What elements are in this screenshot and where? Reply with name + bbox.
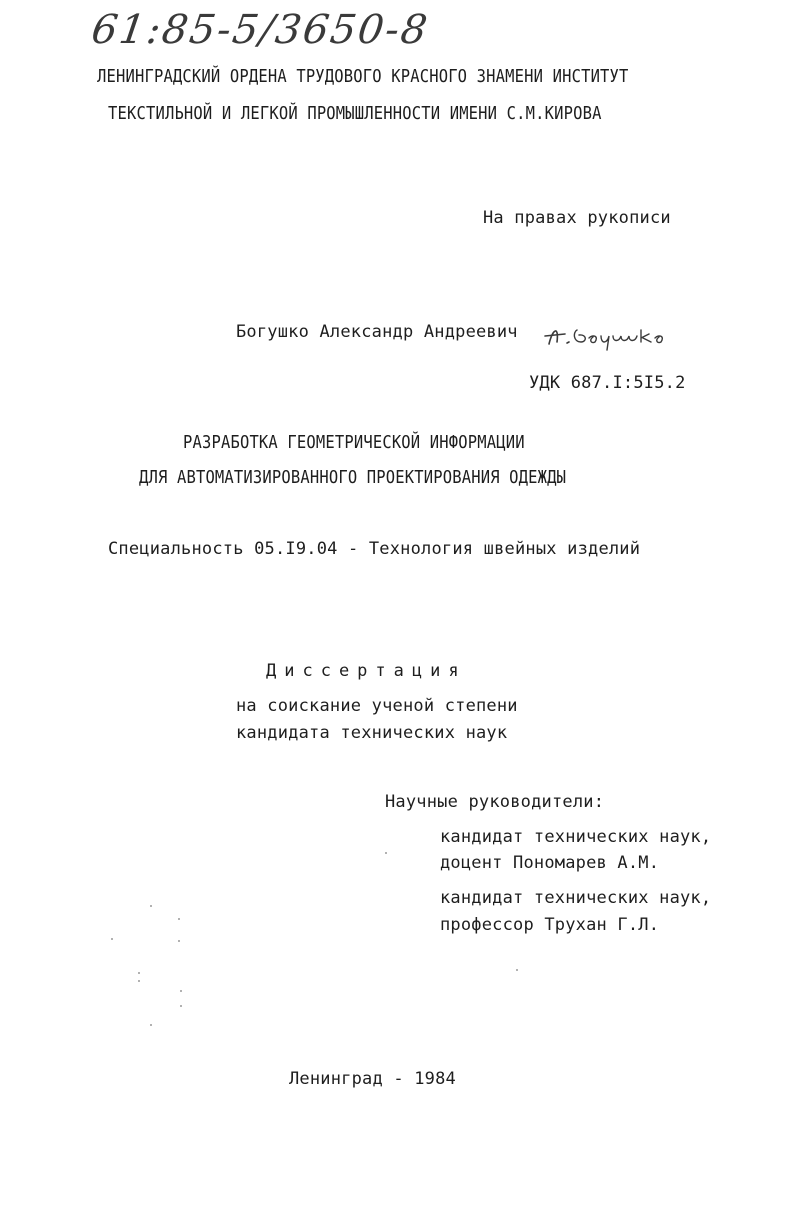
author-name: Богушко Александр Андреевич: [236, 322, 518, 342]
title-line-1: РАЗРАБОТКА ГЕОМЕТРИЧЕСКОЙ ИНФОРМАЦИИ: [183, 432, 525, 453]
degree-line-2: кандидата технических наук: [236, 723, 508, 743]
manuscript-rights: На правах рукописи: [483, 208, 671, 228]
institute-line-1: ЛЕНИНГРАДСКИЙ ОРДЕНА ТРУДОВОГО КРАСНОГО ЗНАМЕНИ ИНСТИТУТ: [97, 66, 629, 87]
udc-code: УДК 687.I:5I5.2: [529, 373, 686, 393]
place-and-year: Ленинград - 1984: [289, 1069, 456, 1089]
advisor-1-name: доцент Пономарев А.М.: [440, 853, 660, 873]
degree-line-1: на соискание ученой степени: [236, 696, 518, 716]
advisor-1-degree: кандидат технических наук,: [440, 827, 712, 847]
title-line-2: ДЛЯ АВТОМАТИЗИРОВАННОГО ПРОЕКТИРОВАНИЯ ОДЕЖДЫ: [139, 467, 567, 488]
author-signature: [543, 322, 688, 352]
specialty: Специальность 05.I9.04 - Технология швейных изделий: [108, 539, 641, 559]
advisor-2-name: профессор Трухан Г.Л.: [440, 915, 660, 935]
advisor-2-degree: кандидат технических наук,: [440, 888, 712, 908]
advisors-heading: Научные руководители:: [385, 792, 605, 812]
archive-number: 61:85-5/3650-8: [88, 7, 432, 53]
institute-line-2: ТЕКСТИЛЬНОЙ И ЛЕГКОЙ ПРОМЫШЛЕННОСТИ ИМЕНИ С.М.КИРОВА: [108, 103, 602, 124]
dissertation-heading: Диссертация: [266, 661, 467, 681]
